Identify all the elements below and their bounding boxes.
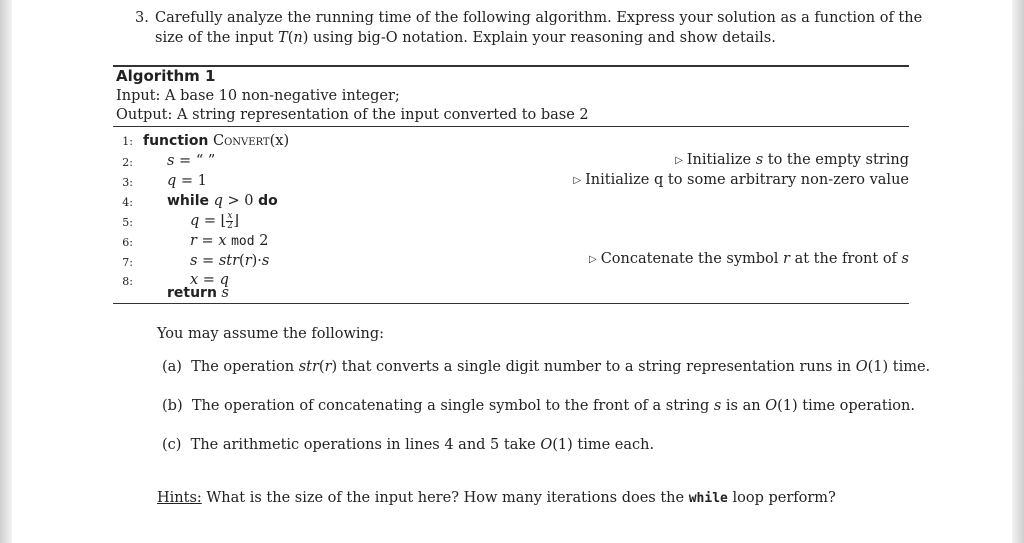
question-line-1: Carefully analyze the running time of the following algorithm. Express your solution as a function of the [155,10,923,26]
page-edge-right [1012,0,1024,543]
line-number: 3: [122,176,133,189]
comment-triangle-icon: ▷ [589,254,597,265]
line-number: 2: [122,156,133,169]
line-5-code: q = ⌊ $\frac{x}{2}$ ⌋ [190,210,240,231]
line-7-comment: ▷ Concatenate the symbol r at the front of s [589,251,909,267]
assumption-a: (a) The operation str(r) that converts a single digit number to a string representation runs in O(1) time. [162,359,931,375]
line-7-code: s = str(r)·s [190,253,270,269]
assumption-c: (c) The arithmetic operations in lines 4 and 5 take O(1) time each. [162,437,655,453]
line-number: 4: [122,196,133,209]
question-line-2: size of the input T(n) using big-O notation. Explain your reasoning and show details. [155,30,776,46]
comment-triangle-icon: ▷ [573,175,582,186]
line-3-code: q = 1 [167,173,207,189]
line-number: 8: [122,275,133,288]
line-6-code: r = x mod 2 [190,233,269,249]
assumptions-intro: You may assume the following: [157,326,385,342]
page-edge-left [0,0,12,543]
line-2-comment: ▷ Initialize s to the empty string [675,152,909,168]
hints-label: Hints: [157,490,202,506]
algorithm-input: Input: A base 10 non-negative integer; [116,88,400,104]
question-number: 3. [135,10,149,26]
line-number: 7: [122,256,133,269]
line-4-code: while q > 0 do [167,193,278,209]
line-number: 6: [122,236,133,249]
line-8-code: x = q [190,272,229,288]
algorithm-mid-rule [113,126,909,127]
algorithm-output: Output: A string representation of the input converted to base 2 [116,107,589,123]
line-number: 1: [122,135,133,148]
assumption-b: (b) The operation of concatenating a single symbol to the front of a string s is an O(1) time operation. [162,398,915,414]
algorithm-bottom-rule [113,303,909,304]
line-2-code: s = “ ” [167,153,216,169]
line-3-comment: ▷ Initialize q to some arbitrary non-zero value [573,172,909,188]
return-line: return s [167,285,229,301]
comment-triangle-icon: ▷ [675,155,683,166]
hints: Hints: What is the size of the input here? How many iterations does the while loop perform? [157,490,836,506]
line-number: 5: [122,216,133,229]
algorithm-title: Algorithm 1 [116,67,216,85]
while-keyword: while [688,491,728,506]
algorithm-top-rule [113,65,909,67]
line-1-code: function Convert(x) [143,133,290,149]
